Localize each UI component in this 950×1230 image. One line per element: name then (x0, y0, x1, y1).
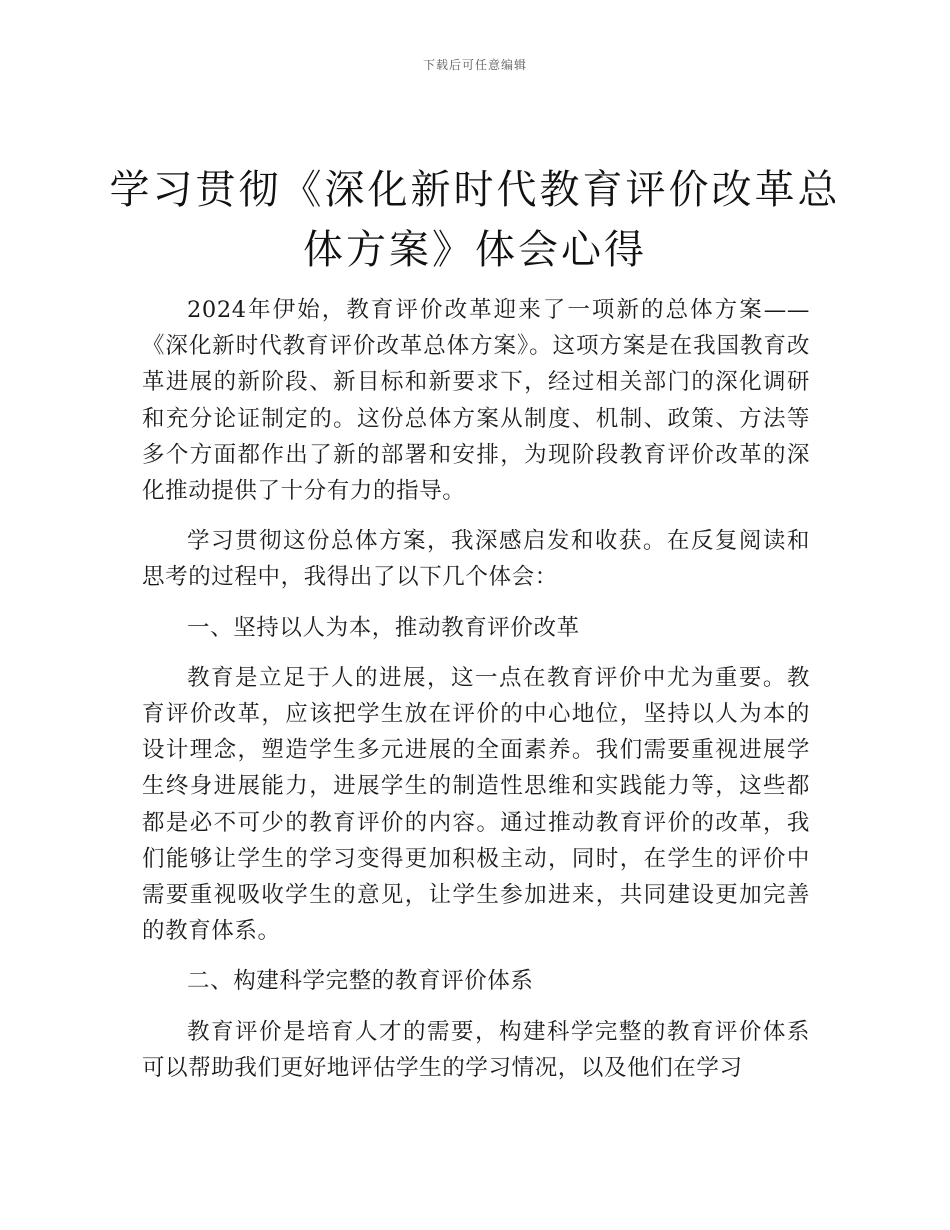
paragraph-intro: 2024年伊始，教育评价改革迎来了一项新的总体方案——《深化新时代教育评价改革总体方案》。这项方案是在我国教育改革进展的新阶段、新目标和新要求下，经过相关部门的深化调研和充分论证制定的。这份总体方案从制度、机制、政策、方法等多个方面都作出了新的部署和安排，为现阶段教育评价改革的深化推动提供了十分有力的指导。 (142, 297, 810, 505)
document-body (142, 292, 810, 1100)
paragraph-reflection: 学习贯彻这份总体方案，我深感启发和收获。在反复阅读和思考的过程中，我得出了以下几个体会： (142, 528, 810, 591)
section-heading-2: 二、构建科学完整的教育评价体系 (187, 968, 534, 995)
section-heading-1: 一、坚持以人为本，推动教育评价改革 (187, 614, 580, 641)
paragraph-section-1: 教育是立足于人的进展，这一点在教育评价中尤为重要。教育评价改革，应该把学生放在评价的中心地位，坚持以人为本的设计理念，塑造学生多元进展的全面素养。我们需要重视进展学生终身进展能力，进展学生的制造性思维和实践能力等，这些都都是必不可少的教育评价的内容。通过推动教育评价的改革，我们能够让学生的学习变得更加积极主动，同时，在学生的评价中需要重视吸收学生的意见，让学生参加进来，共同建设更加完善的教育体系。 (142, 664, 810, 945)
page-header: 下载后可任意编辑 (422, 58, 527, 72)
document-title: 学习贯彻《深化新时代教育评价改革总体方案》体会心得 (109, 167, 841, 273)
paragraph-section-2: 教育评价是培育人才的需要，构建科学完整的教育评价体系可以帮助我们更好地评估学生的学习情况，以及他们在学习 (142, 1018, 810, 1081)
